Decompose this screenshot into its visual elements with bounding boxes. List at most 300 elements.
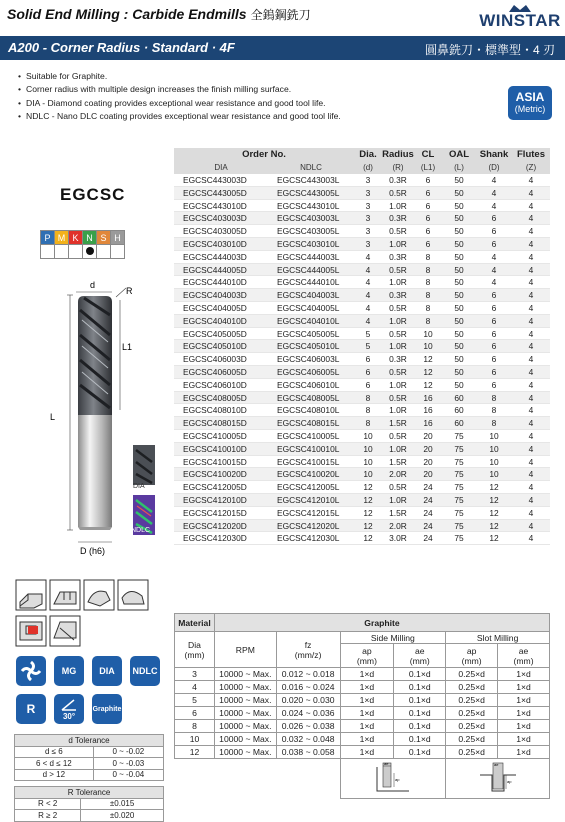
feature-list bbox=[18, 70, 341, 123]
table-cell: 10000 ~ Max. bbox=[214, 707, 276, 720]
table-cell: 12 bbox=[476, 519, 512, 532]
table-cell: EGCSC412015D bbox=[174, 506, 268, 519]
material-mark-m bbox=[55, 245, 69, 259]
table-cell: 50 bbox=[442, 378, 476, 391]
table-cell: 0.5R bbox=[382, 263, 414, 276]
table-cell: 4 bbox=[512, 468, 550, 481]
table-cell: 75 bbox=[442, 481, 476, 494]
side-diagram-ap: ap bbox=[394, 776, 400, 782]
table-cell: 3 bbox=[354, 199, 382, 212]
table-cell: EGCSC412005D bbox=[174, 481, 268, 494]
table-cell: d > 12 bbox=[15, 769, 94, 781]
table-row bbox=[175, 694, 550, 707]
application-icons bbox=[14, 578, 164, 728]
table-cell: 50 bbox=[442, 199, 476, 212]
table-cell: 24 bbox=[414, 519, 442, 532]
table-cell: 4 bbox=[512, 481, 550, 494]
material-s: S bbox=[97, 231, 111, 245]
slot-ap-unit: (mm) bbox=[461, 655, 482, 666]
table-cell: EGCSC406010D bbox=[174, 378, 268, 391]
table-cell: 3 bbox=[354, 212, 382, 225]
table-cell: 6 bbox=[476, 378, 512, 391]
material-mark-h bbox=[111, 245, 125, 259]
table-cell: 50 bbox=[442, 238, 476, 251]
table-cell: 50 bbox=[442, 225, 476, 238]
table-cell: EGCSC444003D bbox=[174, 250, 268, 263]
material-suitability-grid bbox=[40, 230, 125, 259]
table-cell: EGCSC412005L bbox=[268, 481, 354, 494]
table-cell: 10 bbox=[476, 455, 512, 468]
table-cell: EGCSC410020L bbox=[268, 468, 354, 481]
table-cell: EGCSC403005L bbox=[268, 225, 354, 238]
helix-angle-label: 30° bbox=[62, 711, 76, 721]
table-cell: 6 bbox=[476, 327, 512, 340]
table-row bbox=[175, 746, 550, 759]
table-cell: 0.1×d bbox=[394, 668, 446, 681]
table-cell: 5 bbox=[354, 340, 382, 353]
table-cell: 4 bbox=[512, 404, 550, 417]
table-row bbox=[174, 353, 550, 366]
table-cell: 1×d bbox=[498, 668, 550, 681]
table-cell: 1×d bbox=[498, 720, 550, 733]
table-cell: 6 bbox=[476, 340, 512, 353]
table-cell: 16 bbox=[414, 391, 442, 404]
table-cell: 60 bbox=[442, 404, 476, 417]
table-cell: 4 bbox=[512, 366, 550, 379]
table-cell: EGCSC412010D bbox=[174, 494, 268, 507]
material-h: H bbox=[111, 231, 125, 245]
table-cell: 10000 ~ Max. bbox=[214, 746, 276, 759]
table-cell: 4 bbox=[354, 314, 382, 327]
blank-cell bbox=[175, 759, 341, 799]
table-cell: 6 bbox=[354, 366, 382, 379]
table-cell: 6 bbox=[476, 238, 512, 251]
table-cell: 0.1×d bbox=[394, 720, 446, 733]
flute-shape-icon bbox=[16, 656, 46, 686]
table-cell: 8 bbox=[414, 314, 442, 327]
table-cell: 8 bbox=[414, 289, 442, 302]
table-cell: 0.25×d bbox=[446, 668, 498, 681]
table-cell: 24 bbox=[414, 494, 442, 507]
table-cell: 75 bbox=[442, 455, 476, 468]
table-cell: EGCSC410010L bbox=[268, 442, 354, 455]
table-row bbox=[174, 430, 550, 443]
radius-symbol: (R) bbox=[382, 161, 414, 174]
table-cell: EGCSC405010D bbox=[174, 340, 268, 353]
table-cell: 4 bbox=[512, 302, 550, 315]
table-cell: EGCSC443010L bbox=[268, 199, 354, 212]
table-cell: 10 bbox=[476, 468, 512, 481]
table-cell: 4 bbox=[175, 681, 215, 694]
product-bar bbox=[0, 36, 565, 60]
table-cell: 1.5R bbox=[382, 455, 414, 468]
table-cell: 1×d bbox=[498, 746, 550, 759]
table-row bbox=[174, 186, 550, 199]
table-cell: 3 bbox=[354, 238, 382, 251]
table-cell: EGCSC406005D bbox=[174, 366, 268, 379]
table-cell: 50 bbox=[442, 302, 476, 315]
table-row bbox=[174, 519, 550, 532]
table-cell: 1.0R bbox=[382, 340, 414, 353]
table-cell: EGCSC444005D bbox=[174, 263, 268, 276]
table-cell: EGCSC405005L bbox=[268, 327, 354, 340]
side-milling-diagram bbox=[340, 759, 446, 799]
table-cell: 12 bbox=[414, 353, 442, 366]
table-cell: 1.5R bbox=[382, 506, 414, 519]
table-cell: EGCSC404010L bbox=[268, 314, 354, 327]
table-row bbox=[174, 327, 550, 340]
table-cell: 4 bbox=[476, 263, 512, 276]
table-cell: 50 bbox=[442, 186, 476, 199]
product-line-en: A200 - Corner Radius · Standard · 4F bbox=[8, 40, 235, 55]
table-cell: EGCSC408010D bbox=[174, 404, 268, 417]
table-cell: EGCSC443005L bbox=[268, 186, 354, 199]
table-cell: 6 bbox=[414, 238, 442, 251]
table-cell: 1×d bbox=[340, 733, 394, 746]
table-cell: 4 bbox=[476, 199, 512, 212]
table-cell: 6 bbox=[414, 174, 442, 187]
dia-header: Dia. bbox=[354, 148, 382, 161]
table-cell: 4 bbox=[354, 263, 382, 276]
table-cell: 1×d bbox=[498, 681, 550, 694]
table-cell: EGCSC406003D bbox=[174, 353, 268, 366]
table-row bbox=[174, 314, 550, 327]
table-cell: 0.3R bbox=[382, 289, 414, 302]
table-cell: 10 bbox=[354, 430, 382, 443]
table-cell: 8 bbox=[354, 417, 382, 430]
table-cell: 12 bbox=[354, 494, 382, 507]
table-cell: 10 bbox=[354, 442, 382, 455]
table-row bbox=[174, 404, 550, 417]
table-cell: 10000 ~ Max. bbox=[214, 733, 276, 746]
table-cell: 6 bbox=[414, 199, 442, 212]
label-shank-d: D (h6) bbox=[80, 546, 106, 556]
table-cell: 24 bbox=[414, 481, 442, 494]
table-cell: 20 bbox=[414, 468, 442, 481]
table-cell: R < 2 bbox=[15, 798, 81, 810]
brand-logo bbox=[479, 3, 561, 29]
table-row bbox=[174, 212, 550, 225]
table-cell: 1.0R bbox=[382, 276, 414, 289]
table-cell: EGCSC410015L bbox=[268, 455, 354, 468]
slot-milling-diagram bbox=[446, 759, 550, 799]
title-en: Solid End Milling : Carbide Endmills bbox=[7, 6, 247, 22]
table-cell: 4 bbox=[512, 506, 550, 519]
table-row bbox=[174, 391, 550, 404]
table-cell: 0.1×d bbox=[394, 746, 446, 759]
table-cell: 8 bbox=[414, 276, 442, 289]
table-row bbox=[174, 532, 550, 545]
table-cell: 0.25×d bbox=[446, 707, 498, 720]
table-cell: 60 bbox=[442, 391, 476, 404]
table-cell: 1.0R bbox=[382, 314, 414, 327]
flutes-header: Flutes bbox=[512, 148, 550, 161]
table-cell: EGCSC408005L bbox=[268, 391, 354, 404]
side-ae-unit: (mm) bbox=[409, 655, 430, 666]
table-cell: 8 bbox=[354, 404, 382, 417]
table-cell: 4 bbox=[512, 199, 550, 212]
table-row bbox=[175, 681, 550, 694]
feature-item: • Suitable for Graphite. bbox=[18, 70, 341, 83]
feature-item: • Corner radius with multiple design increases the finish milling surface. bbox=[18, 83, 341, 96]
table-cell: 12 bbox=[476, 481, 512, 494]
table-row bbox=[174, 250, 550, 263]
table-row bbox=[175, 707, 550, 720]
table-cell: EGCSC444003L bbox=[268, 250, 354, 263]
table-cell: EGCSC403005D bbox=[174, 225, 268, 238]
table-cell: 0.1×d bbox=[394, 733, 446, 746]
table-cell: EGCSC408010L bbox=[268, 404, 354, 417]
table-cell: ±0.020 bbox=[81, 810, 164, 822]
table-cell: EGCSC412020L bbox=[268, 519, 354, 532]
table-cell: 12 bbox=[354, 481, 382, 494]
table-cell: 12 bbox=[175, 746, 215, 759]
table-row bbox=[174, 289, 550, 302]
table-row bbox=[174, 225, 550, 238]
asia-metric-badge bbox=[508, 86, 552, 120]
suitable-dot-icon bbox=[86, 247, 94, 255]
table-cell: 0.5R bbox=[382, 366, 414, 379]
table-cell: EGCSC443003L bbox=[268, 174, 354, 187]
table-row bbox=[15, 798, 164, 810]
table-cell: EGCSC404010D bbox=[174, 314, 268, 327]
table-cell: 6 bbox=[476, 212, 512, 225]
table-cell: 4 bbox=[512, 532, 550, 545]
table-cell: EGCSC443003D bbox=[174, 174, 268, 187]
table-cell: 8 bbox=[476, 417, 512, 430]
table-cell: 50 bbox=[442, 250, 476, 263]
table-cell: 50 bbox=[442, 340, 476, 353]
table-cell: EGCSC412010L bbox=[268, 494, 354, 507]
table-row bbox=[174, 174, 550, 187]
table-cell: 75 bbox=[442, 494, 476, 507]
oal-header: OAL bbox=[442, 148, 476, 161]
side-ae-label: ae bbox=[414, 645, 425, 656]
table-cell: EGCSC403003L bbox=[268, 212, 354, 225]
table-row bbox=[174, 442, 550, 455]
table-cell: 2.0R bbox=[382, 468, 414, 481]
table-cell: EGCSC406005L bbox=[268, 366, 354, 379]
d-tolerance-table bbox=[14, 734, 164, 781]
table-cell: 0.1×d bbox=[394, 707, 446, 720]
table-cell: 4 bbox=[512, 186, 550, 199]
shank-symbol: (D) bbox=[476, 161, 512, 174]
table-cell: 10 bbox=[354, 468, 382, 481]
table-row bbox=[174, 263, 550, 276]
table-cell: 0.024 ~ 0.036 bbox=[276, 707, 340, 720]
table-cell: 75 bbox=[442, 532, 476, 545]
table-cell: 4 bbox=[476, 174, 512, 187]
table-cell: 0.3R bbox=[382, 353, 414, 366]
dia-symbol: (d) bbox=[354, 161, 382, 174]
side-ap-unit: (mm) bbox=[356, 655, 377, 666]
table-cell: 6 bbox=[476, 353, 512, 366]
feature-item: • DIA - Diamond coating provides exceptional wear resistance and good tool life. bbox=[18, 97, 341, 110]
table-cell: 12 bbox=[354, 519, 382, 532]
table-row bbox=[174, 455, 550, 468]
table-row bbox=[174, 481, 550, 494]
material-mark-k bbox=[69, 245, 83, 259]
table-cell: 6 bbox=[354, 353, 382, 366]
table-cell: 12 bbox=[476, 494, 512, 507]
table-row bbox=[174, 340, 550, 353]
table-cell: 12 bbox=[476, 506, 512, 519]
table-cell: 1×d bbox=[340, 668, 394, 681]
table-cell: 4 bbox=[512, 391, 550, 404]
table-cell: 8 bbox=[414, 302, 442, 315]
table-cell: 50 bbox=[442, 314, 476, 327]
table-cell: 10000 ~ Max. bbox=[214, 720, 276, 733]
table-cell: EGCSC444010D bbox=[174, 276, 268, 289]
endmill-drawing bbox=[40, 280, 170, 570]
table-cell: 4 bbox=[512, 430, 550, 443]
table-cell: 4 bbox=[476, 276, 512, 289]
ndlc-coating-header: NDLC bbox=[268, 161, 354, 174]
table-cell: EGCSC404003L bbox=[268, 289, 354, 302]
material-n: N bbox=[83, 231, 97, 245]
label-l1: L1 bbox=[122, 342, 133, 352]
table-cell: 20 bbox=[414, 455, 442, 468]
table-cell: EGCSC412030L bbox=[268, 532, 354, 545]
table-cell: 0.038 ~ 0.058 bbox=[276, 746, 340, 759]
table-cell: 1.5R bbox=[382, 417, 414, 430]
dia-col-header bbox=[175, 632, 215, 668]
table-cell: EGCSC405010L bbox=[268, 340, 354, 353]
table-cell: 1×d bbox=[340, 746, 394, 759]
table-cell: 50 bbox=[442, 327, 476, 340]
helix-angle-icon bbox=[54, 694, 84, 724]
table-cell: 4 bbox=[512, 519, 550, 532]
slot-milling-diagram-icon bbox=[468, 761, 528, 795]
table-cell: 3 bbox=[354, 186, 382, 199]
table-cell: EGCSC444005L bbox=[268, 263, 354, 276]
table-cell: 4 bbox=[512, 353, 550, 366]
table-row bbox=[15, 758, 164, 770]
table-cell: EGCSC412020D bbox=[174, 519, 268, 532]
table-cell: 4 bbox=[512, 276, 550, 289]
table-cell: 0.1×d bbox=[394, 681, 446, 694]
table-cell: 4 bbox=[512, 212, 550, 225]
slot-milling-header: Slot Milling bbox=[446, 632, 550, 644]
table-cell: 6 bbox=[476, 302, 512, 315]
table-cell: 1.0R bbox=[382, 404, 414, 417]
fz-header bbox=[276, 632, 340, 668]
table-cell: 8 bbox=[414, 263, 442, 276]
order-no-header: Order No. bbox=[174, 148, 354, 161]
flutes-symbol: (Z) bbox=[512, 161, 550, 174]
table-row bbox=[174, 302, 550, 315]
table-cell: 0.5R bbox=[382, 430, 414, 443]
table-cell: 8 bbox=[175, 720, 215, 733]
table-cell: 6 bbox=[476, 289, 512, 302]
table-cell: EGCSC404005L bbox=[268, 302, 354, 315]
dia-coating-header: DIA bbox=[174, 161, 268, 174]
table-cell: 12 bbox=[414, 366, 442, 379]
table-cell: 6 bbox=[414, 186, 442, 199]
material-mark-s bbox=[97, 245, 111, 259]
table-cell: 0.3R bbox=[382, 250, 414, 263]
table-cell: 50 bbox=[442, 212, 476, 225]
table-row bbox=[174, 417, 550, 430]
table-cell: EGCSC405005D bbox=[174, 327, 268, 340]
table-cell: EGCSC410005L bbox=[268, 430, 354, 443]
table-cell: 10 bbox=[354, 455, 382, 468]
table-cell: 0.1×d bbox=[394, 694, 446, 707]
table-cell: 3.0R bbox=[382, 532, 414, 545]
table-cell: 0.25×d bbox=[446, 746, 498, 759]
table-cell: EGCSC412030D bbox=[174, 532, 268, 545]
table-cell: 1.0R bbox=[382, 378, 414, 391]
brand-name: WINSTAR bbox=[479, 11, 561, 30]
table-cell: 0.5R bbox=[382, 327, 414, 340]
table-cell: 1.0R bbox=[382, 199, 414, 212]
table-cell: 0.25×d bbox=[446, 694, 498, 707]
table-cell: 8 bbox=[414, 250, 442, 263]
table-cell: 1×d bbox=[498, 733, 550, 746]
table-cell: EGCSC403010D bbox=[174, 238, 268, 251]
table-row bbox=[174, 378, 550, 391]
table-cell: 75 bbox=[442, 519, 476, 532]
r-tolerance-title: R Tolerance bbox=[15, 787, 164, 799]
table-cell: EGCSC406010L bbox=[268, 378, 354, 391]
dia-col-unit: (mm) bbox=[184, 649, 205, 660]
table-cell: 0.032 ~ 0.048 bbox=[276, 733, 340, 746]
shank-header: Shank bbox=[476, 148, 512, 161]
table-cell: 24 bbox=[414, 506, 442, 519]
side-ap-header bbox=[340, 644, 394, 668]
table-cell: 75 bbox=[442, 442, 476, 455]
table-cell: 4 bbox=[512, 417, 550, 430]
cutting-conditions-table bbox=[174, 613, 550, 799]
table-row bbox=[174, 199, 550, 212]
corner-radius-label: R bbox=[26, 702, 36, 716]
material-m: M bbox=[55, 231, 69, 245]
table-cell: 0.3R bbox=[382, 212, 414, 225]
table-cell: 50 bbox=[442, 174, 476, 187]
table-cell: 10 bbox=[414, 327, 442, 340]
table-cell: 3 bbox=[354, 174, 382, 187]
table-cell: 50 bbox=[442, 366, 476, 379]
table-cell: 6 < d ≤ 12 bbox=[15, 758, 94, 770]
material-p: P bbox=[41, 231, 55, 245]
table-cell: EGCSC404005D bbox=[174, 302, 268, 315]
table-cell: 12 bbox=[354, 506, 382, 519]
table-cell: EGCSC444010L bbox=[268, 276, 354, 289]
table-cell: EGCSC408005D bbox=[174, 391, 268, 404]
table-cell: 12 bbox=[414, 378, 442, 391]
table-cell: 0.012 ~ 0.018 bbox=[276, 668, 340, 681]
table-row bbox=[174, 506, 550, 519]
table-cell: 12 bbox=[354, 532, 382, 545]
table-cell: 4 bbox=[512, 340, 550, 353]
table-cell: EGCSC403003D bbox=[174, 212, 268, 225]
table-cell: 1.0R bbox=[382, 442, 414, 455]
slot-ap-header bbox=[446, 644, 498, 668]
table-cell: 75 bbox=[442, 430, 476, 443]
table-cell: 0 ~ -0.03 bbox=[93, 758, 163, 770]
table-cell: 6 bbox=[414, 212, 442, 225]
table-cell: 4 bbox=[354, 250, 382, 263]
table-row bbox=[15, 769, 164, 781]
table-cell: EGCSC404003D bbox=[174, 289, 268, 302]
slot-diagram-ap: ap bbox=[506, 778, 512, 784]
table-cell: 1×d bbox=[340, 707, 394, 720]
table-cell: ±0.015 bbox=[81, 798, 164, 810]
table-cell: 0.25×d bbox=[446, 720, 498, 733]
table-cell: 0.5R bbox=[382, 186, 414, 199]
table-cell: 4 bbox=[476, 186, 512, 199]
fz-label: fz bbox=[304, 639, 312, 650]
